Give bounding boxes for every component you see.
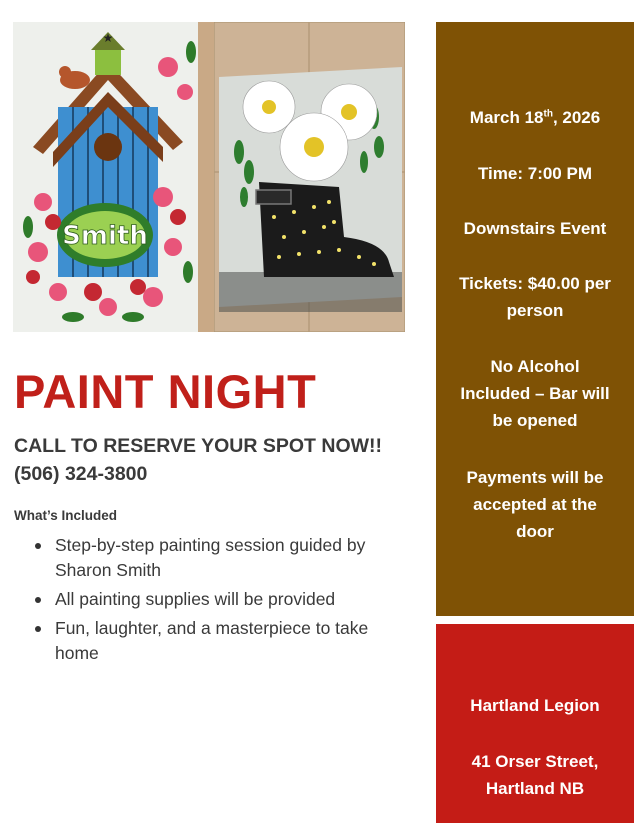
bullet-icon [35,543,41,549]
venue-panel [436,624,634,823]
venue-address-line-2: Hartland NB [485,779,585,798]
list-item-text: All painting supplies will be provided [55,589,336,609]
reserve-call-to-action [14,432,382,488]
ticket-price-line-1: Tickets: $40.00 per [459,274,611,293]
payment-note-line-1: Payments will be [466,468,604,487]
whats-included-heading: What’s Included [14,508,118,523]
bullet-icon [35,626,41,632]
event-time: Time: 7:00 PM [477,164,592,183]
list-item [14,587,406,612]
list-item [14,616,406,666]
date-ordinal: th [543,108,553,120]
alcohol-note-line-3: be opened [492,411,578,430]
bullet-icon [35,597,41,603]
phone-number: (506) 324-3800 [14,463,148,485]
sign-name-text: Smith [62,221,148,251]
event-date [436,104,634,131]
venue-name: Hartland Legion [470,696,600,715]
alcohol-note-line-1: No Alcohol [490,357,580,376]
date-year: , 2026 [552,108,601,127]
included-list [14,533,406,670]
birdhouse-painting-illustration [13,22,214,332]
list-item-text: Step-by-step painting session guided by Sharon Smith [55,535,366,580]
svg-text:★: ★ [102,31,114,45]
list-item [14,533,406,583]
payment-note-line-3: door [516,522,554,541]
boot-daisies-painting-photo [214,22,405,332]
cta-text: CALL TO RESERVE YOUR SPOT NOW!! [14,435,383,457]
event-title: PAINT NIGHT [14,365,317,418]
alcohol-note-line-2: Included – Bar will [460,384,610,403]
event-location-note: Downstairs Event [463,219,607,238]
boot-daisies-illustration [214,22,405,332]
date-main: March 18 [469,108,544,127]
birdhouse-painting-photo [13,22,214,332]
ticket-price-line-2: person [506,301,564,320]
payment-note-line-2: accepted at the [473,495,597,514]
event-details-panel [436,22,634,616]
venue-address-line-1: 41 Orser Street, [471,752,599,771]
list-item-text: Fun, laughter, and a masterpiece to take home [55,618,369,663]
